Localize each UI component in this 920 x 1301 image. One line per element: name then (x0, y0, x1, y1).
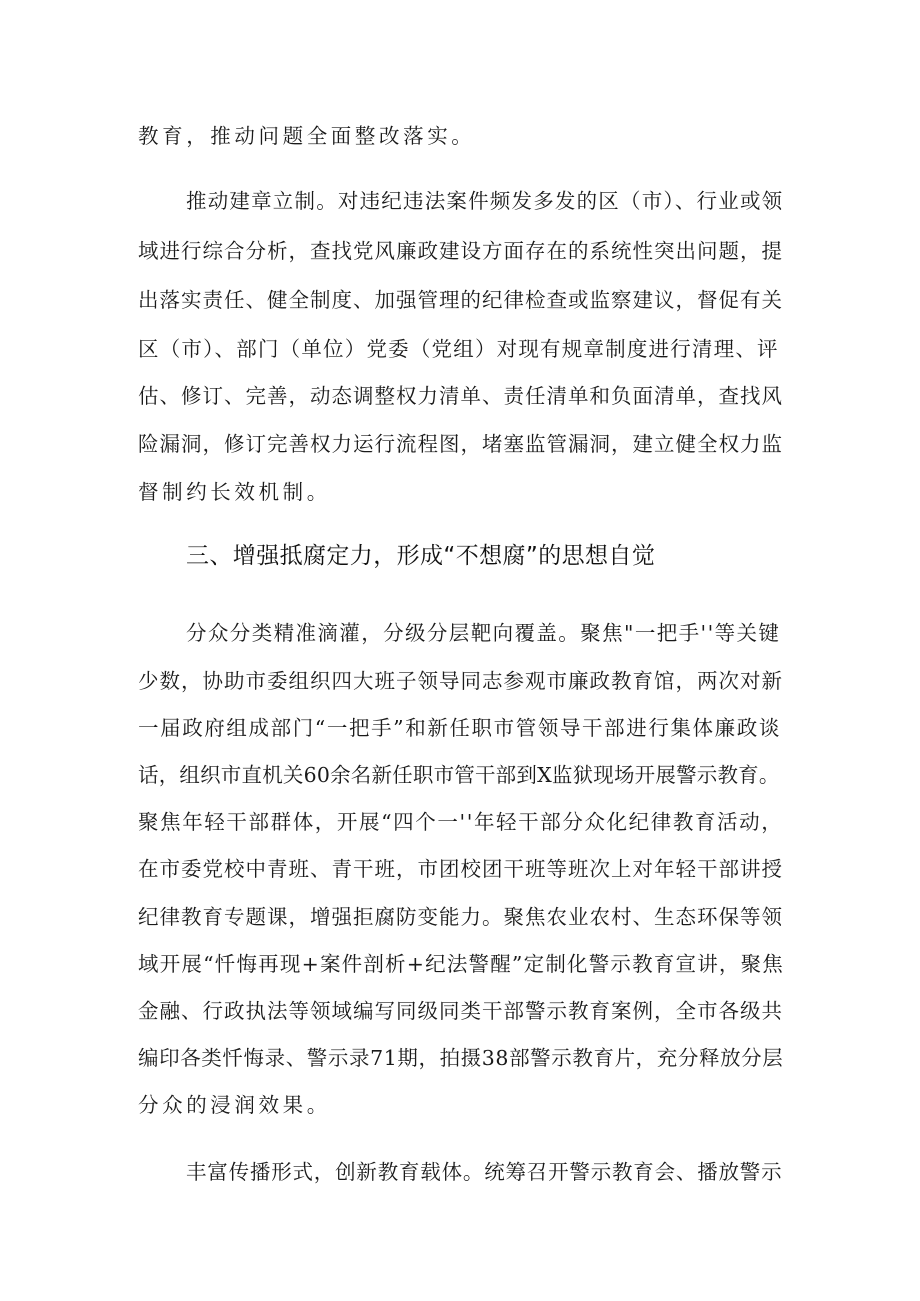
paragraph-rules-line-7: 督制约长效机制。 (138, 480, 331, 504)
paragraph-education-line-2: 少数，协助市委组织四大班子领导同志参观市廉政教育馆，两次对新 (138, 669, 783, 693)
paragraph-education-line-9: 金融、行政执法等领域编写同级同类干部警示教育案例，全市各级共 (138, 999, 783, 1023)
paragraph-forms-line-1: 丰富传播形式，创新教育载体。统筹召开警示教育会、播放警示 (186, 1160, 783, 1184)
paragraph-education-line-11: 分众的浸润效果。 (138, 1093, 331, 1117)
paragraph-rules-line-5: 估、修订、完善，动态调整权力清单、责任清单和负面清单，查找风 (138, 384, 783, 408)
paragraph-rules-line-4: 区（市）、部门（单位）党委（党组）对现有规章制度进行清理、评 (138, 337, 779, 361)
paragraph-education-line-7: 纪律教育专题课，增强拒腐防变能力。聚焦农业农村、生态环保等领 (138, 905, 783, 929)
paragraph-education-line-10: 编印各类忏悔录、警示录71期，拍摄38部警示教育片，充分释放分层 (138, 1046, 784, 1070)
section-heading: 三、增强抵腐定力，形成“不想腐”的思想自觉 (186, 543, 656, 569)
paragraph-education-line-5: 聚焦年轻干部群体，开展“四个一''年轻干部分众化纪律教育活动， (138, 810, 784, 834)
paragraph-rules-line-1: 推动建章立制。对违纪违法案件频发多发的区（市）、行业或领 (186, 189, 784, 213)
paragraph-education-line-3: 一届政府组成部门“一把手”和新任职市管领导干部进行集体廉政谈 (138, 716, 781, 740)
paragraph-rules-line-2: 域进行综合分析，查找党风廉政建设方面存在的系统性突出问题，提 (138, 239, 783, 263)
paragraph-education-line-1: 分众分类精准滴灌，分级分层靶向覆盖。聚焦"一把手''等关键 (186, 621, 781, 645)
paragraph-rules-line-6: 险漏洞，修订完善权力运行流程图，堵塞监管漏洞，建立健全权力监 (138, 432, 783, 456)
paragraph-education-line-8: 域开展“忏悔再现+案件剖析+纪法警醒”定制化警示教育宣讲，聚焦 (138, 952, 785, 976)
paragraph-rules-line-3: 出落实责任、健全制度、加强管理的纪律检查或监察建议，督促有关 (138, 288, 783, 312)
paragraph-education-line-4: 话，组织市直机关60余名新任职市管干部到X监狱现场开展警示教育。 (138, 763, 780, 787)
paragraph-continuation-line-1: 教育，推动问题全面整改落实。 (138, 124, 476, 148)
paragraph-education-line-6: 在市委党校中青班、青干班，市团校团干班等班次上对年轻干部讲授 (138, 857, 783, 881)
